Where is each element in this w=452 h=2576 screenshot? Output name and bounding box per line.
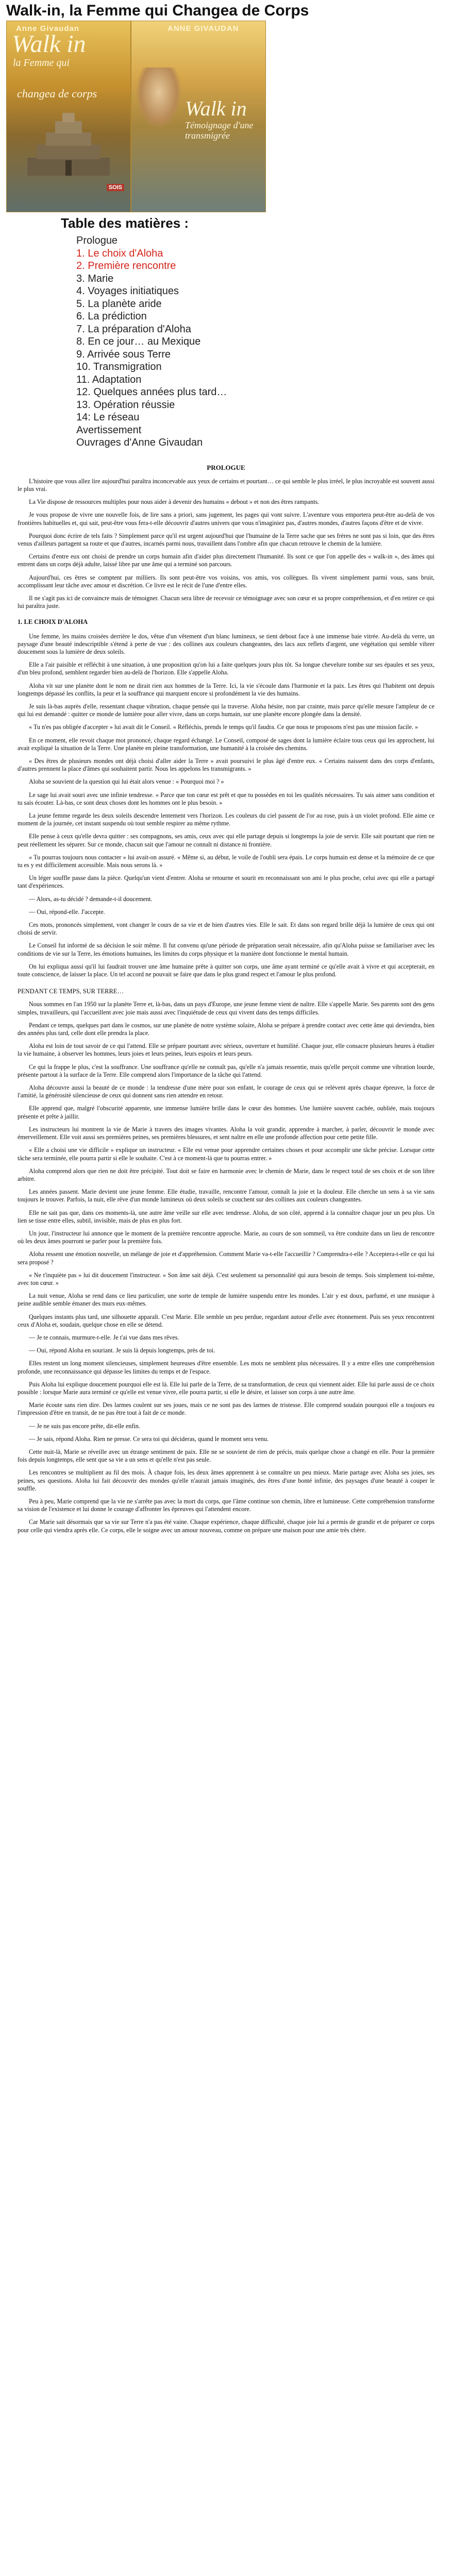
paragraph: Ces mots, prononcés simplement, vont changer le cours de sa vie et de bien d'autres vies. Elle le sait. Et dans son regard brille déjà la lumière de ceux qui ont choisi de servir. — [18, 921, 434, 937]
prologue-body — [18, 478, 434, 611]
table-of-contents — [0, 215, 452, 449]
paragraph: — Je sais, répond Aloha. Rien ne presse. Ce sera toi qui décideras, quand le moment sera venu. — [29, 1435, 269, 1443]
front-cover-title: Walk in — [12, 30, 86, 58]
paragraph: La nuit venue, Aloha se rend dans ce lieu particulier, une sorte de temple de lumière suspendu entre les mondes. L'air y est doux, parfumé, et une musique à peine audible semble émaner des murs eux-mêmes. — [18, 1292, 434, 1308]
paragraph: — Alors, as-tu décidé ? demande-t-il doucement. — [29, 895, 153, 903]
paragraph: Aloha est loin de tout savoir de ce qui l'attend. Elle se prépare pourtant avec sérieux, ouverture et humilité. Chaque jour, elle consacre plusieurs heures à étudier la vie humaine, à observer les hommes, leurs joies et leurs peines, leurs espoirs et leurs peurs. — [18, 1042, 434, 1058]
toc-item: Ouvrages d'Anne Givaudan — [76, 437, 203, 448]
toc-item: Prologue — [76, 235, 118, 246]
back-cover-author: ANNE GIVAUDAN — [168, 24, 239, 33]
paragraph: Pourquoi donc écrire de tels faits ? Simplement parce qu'il est urgent aujourd'hui que l'humaine de la Terre sache que ses frères ne sont pas si loin, que des êtres venus d'ailleurs partagent sa route et que d'autres, incarnés parmi nous, travaillent dans l'ombre afin que chacun retrouve le chemin de la lumière. — [18, 532, 434, 547]
author-portrait — [136, 67, 182, 129]
paragraph: Quelques instants plus tard, une silhouette apparaît. C'est Marie. Elle semble un peu perdue, regardant autour d'elle avec étonnement. Puis ses yeux rencontrent ceux d'Aloha et, soudain, quelque chose en elle se détend. — [18, 1313, 434, 1328]
toc-item: Avertissement — [76, 424, 142, 436]
paragraph: Aloha comprend alors que rien ne doit être précipité. Tout doit se faire en harmonie avec le chemin de Marie, dans le respect total de ses choix et de son libre arbitre. — [18, 1167, 434, 1182]
site-title: Walk-in, la Femme qui Changea de Corps — [6, 2, 309, 19]
paragraph: Elle ne sait pas que, dans ces moments-là, une autre âme veille sur elle avec tendresse. Aloha, de son côté, apprend à la connaître chaque jour un peu plus. Un lien se tisse entre elles, subtil, invisible, mais de plus en plus fort. — [18, 1209, 434, 1224]
paragraph: Aloha ressent une émotion nouvelle, un mélange de joie et d'appréhension. Comment Marie va-t-elle l'accueillir ? Comprendra-t-elle ? Acceptera-t-elle ce qui lui sera proposé ? — [18, 1250, 434, 1266]
paragraph: On lui expliqua aussi qu'il lui faudrait trouver une âme humaine prête à quitter son corps, une âme ayant terminé ce qu'elle avait à vivre et qui accepterait, en toute conscience, de laisser la place. Un tel accord ne pouvait se faire que dans le plus grand respect et l'amour le plus profond. — [18, 962, 434, 978]
chapter-2-body — [18, 1001, 434, 1534]
temple-illustration — [22, 109, 115, 176]
back-cover — [131, 21, 266, 212]
paragraph: Aloha se souvient de la question qui lui était alors venue : « Pourquoi moi ? » — [29, 778, 224, 786]
chapter-2-title: PENDANT CE TEMPS, SUR TERRE… — [18, 988, 124, 995]
toc-heading: Table des matières : — [61, 215, 189, 231]
paragraph: Les instructeurs lui montrent la vie de Marie à travers des images vivantes. Aloha la voit grandir, apprendre à marcher, à parler, découvrir le monde avec émerveillement. Elle voit aussi ses premières peines, ses premières blessures, et sent naître en elle une profonde affection pour cette petite fille. — [18, 1125, 434, 1141]
paragraph: — Oui, répond Aloha en souriant. Je suis là depuis longtemps, près de toi. — [29, 1347, 215, 1354]
paragraph: Elle pense à ceux qu'elle devra quitter : ses compagnons, ses amis, ceux avec qui elle partage depuis si longtemps la joie de servir. Elle sait pourtant que rien ne peut réellement les séparer. Sur ce monde, chacun sait que l'amour ne connaît ni distance ni frontière. — [18, 833, 434, 848]
paragraph: Le Conseil fut informé de sa décision le soir même. Il fut convenu qu'une période de préparation serait nécessaire, afin qu'Aloha puisse se familiariser avec les conditions de vie sur la Terre, les émotions humaines, les limites du corps physique et la manière dont fonctionne le mental humain. — [18, 942, 434, 957]
paragraph: Une femme, les mains croisées derrière le dos, vêtue d'un vêtement d'un blanc lumineux, se tient debout face à une immense baie vitrée. Au-delà du verre, un paysage d'une beauté indescriptible s'étend à perte de vue : des collines aux couleurs changeantes, des lacs aux reflets d'argent, une végétation qui semble vibrer doucement sous la lumière de deux soleils. — [18, 632, 434, 655]
paragraph: Certains d'entre eux ont choisi de prendre un corps humain afin d'aider plus directement l'humanité. Ils sont ce que l'on appelle des « walk-in », des âmes qui entrent dans un corps déjà adulte, laissé libre par une âme qui a terminé son parcours. — [18, 553, 434, 568]
chapter-1-title: 1. LE CHOIX D'ALOHA — [18, 618, 88, 626]
toc-item: 4. Voyages initiatiques — [76, 285, 179, 297]
chapter-1-body — [18, 633, 434, 979]
toc-item: 3. Marie — [76, 273, 114, 284]
toc-item[interactable]: 1. Le choix d'Aloha — [76, 247, 163, 259]
paragraph: « Tu pourras toujours nous contacter » lui avait-on assuré. « Même si, au début, le voile de l'oubli sera épais. Le corps humain est dense et la mémoire de ce que tu es y est difficilement accessible. Mais nous serons là. » — [18, 853, 434, 869]
paragraph: En ce moment, elle revoit chaque mot prononcé, chaque regard échangé. Le Conseil, composé de sages dont la lumière éclaire tous ceux qui les approchent, lui avait expliqué la situation de la Terre. Une planète en pleine transformation, une humanité à la croisée des chemins. — [18, 736, 434, 752]
paragraph: Aloha découvre aussi la beauté de ce monde : la tendresse d'une mère pour son enfant, le courage de ceux qui se relèvent après chaque épreuve, la force de l'amitié, la générosité silencieuse de ceux qui donnent sans rien attendre en retour. — [18, 1084, 434, 1099]
paragraph: Un jour, l'instructeur lui annonce que le moment de la première rencontre approche. Marie, au cours de son sommeil, va être conduite dans un lieu de rencontre où les deux âmes pourront se parler pour la première fois. — [18, 1229, 434, 1245]
toc-item: 7. La préparation d'Aloha — [76, 323, 191, 335]
paragraph: Il ne s'agit pas ici de convaincre mais de témoigner. Chacun sera libre de recevoir ce témoignage avec son cœur et sa propre compréhension, et d'en retirer ce qui lui paraîtra juste. — [18, 594, 434, 610]
toc-item: 10. Transmigration — [76, 361, 162, 372]
front-cover-publisher: SOIS — [107, 184, 124, 191]
front-cover-subtitle: la Femme qui — [13, 57, 70, 69]
front-cover — [6, 21, 131, 212]
back-cover-subtitle: Témoignage d'une transmigrée — [185, 120, 254, 141]
paragraph: Je vous propose de vivre une nouvelle fois, de lire sans a priori, sans jugement, les pages qui vont suivre. L'aventure vous emportera peut-être au-delà de vos frontières habituelles et, qui sait, peut-être vous fera-t-elle découvrir d'autres univers que vous n'imaginiez pas, d'autres mondes, d'autres façons d'être et de vivre. — [18, 511, 434, 527]
paragraph: La Vie dispose de ressources multiples pour nous aider à devenir des humains « debout » et non des êtres rampants. — [29, 498, 320, 506]
paragraph: Pendant ce temps, quelques part dans le cosmos, sur une planète de notre système solaire, Aloha se prépare à prendre contact avec cette âme qui deviendra, bien des années plus tard, celle dont elle prendra la place. — [18, 1021, 434, 1037]
paragraph: Je suis là-bas auprès d'elle, ressentant chaque vibration, chaque pensée qui la traverse. Aloha hésite, non par crainte, mais parce qu'elle mesure l'ampleur de ce qui lui est demandé : quitter ce monde de lumière pour aller vivre, dans un corps humain, sur une planète encore plongée dans la densité. — [18, 702, 434, 718]
toc-item: 12. Quelques années plus tard… — [76, 386, 227, 398]
page-header — [0, 0, 452, 21]
front-cover-subtitle-2: changea de corps — [17, 87, 97, 100]
paragraph: Elles restent un long moment silencieuses, simplement heureuses d'être ensemble. Les mots ne semblent plus nécessaires. Il y a entre elles une compréhension profonde, une reconnaissance qui dépasse les limites du temps et de l'espace. — [18, 1360, 434, 1375]
toc-item: 5. La planète aride — [76, 298, 162, 310]
paragraph: La jeune femme regarde les deux soleils descendre lentement vers l'horizon. Les couleurs du ciel passent de l'or au rose, puis à un violet profond. Elle aime ce moment de la journée, cet instant suspendu où tout semble respirer au même rythme. — [18, 812, 434, 827]
toc-item[interactable]: 2. Première rencontre — [76, 260, 176, 272]
paragraph: Marie écoute sans rien dire. Des larmes coulent sur ses joues, mais ce ne sont pas des larmes de tristesse. Elle comprend soudain pourquoi elle a toujours eu l'impression d'être en transit, de ne pas être tout à fait de ce monde. — [18, 1401, 434, 1417]
paragraph: Elle apprend que, malgré l'obscurité apparente, une immense lumière brille dans le cœur des hommes. Une lumière souvent cachée, oubliée, mais toujours présente et prête à jaillir. — [18, 1105, 434, 1120]
toc-item: 8. En ce jour… au Mexique — [76, 336, 201, 347]
book-covers — [0, 21, 452, 216]
back-cover-title: Walk in — [185, 97, 247, 120]
paragraph: Aujourd'hui, ces êtres se comptent par milliers. Ils sont peut-être vos voisins, vos amis, vos collègues. Ils vivent simplement parmi vous, sans bruit, accomplissant leur tâche avec amour et discrétion. Ce livre est le récit de l'une d'entre elles. — [18, 573, 434, 589]
paragraph: Le sage lui avait souri avec une infinie tendresse. « Parce que ton cœur est prêt et que tu possèdes en toi les qualités nécessaires. Tu sais aimer sans condition et tu sais écouter. Là-bas, ce sont deux choses dont les hommes ont le plus besoin. » — [18, 791, 434, 806]
paragraph: Aloha vit sur une planète dont le nom ne dirait rien aux hommes de la Terre. Ici, la vie s'écoule dans l'harmonie et la paix. Les êtres qui l'habitent ont depuis longtemps dépassé les conflits, la peur et la souffrance qui marquent encore si profondément la vie des humains. — [18, 682, 434, 697]
paragraph: Car Marie sait désormais que sa vie sur Terre n'a pas été vaine. Chaque expérience, chaque difficulté, chaque joie lui a permis de grandir et de préparer ce corps pour celle qui viendra après elle. Ce corps, elle le soigne avec un amour nouveau, comme on prépare une maison pour une amie très chère. — [18, 1518, 434, 1534]
front-cover-author: Anne Givaudan — [16, 24, 80, 33]
toc-item: 14: Le réseau — [76, 412, 140, 423]
paragraph: — Je te connais, murmure-t-elle. Je t'ai vue dans mes rêves. — [29, 1333, 179, 1341]
toc-item: 9. Arrivée sous Terre — [76, 348, 171, 360]
book-content — [0, 464, 452, 1534]
paragraph: « Elle a choisi une vie difficile » explique un instructeur. « Elle est venue pour apprendre certaines choses et pour accomplir une tâche précise. Lorsque cette tâche sera terminée, elle pourra partir si elle le souhaite. C'est à ce moment-là que tu pourras entrer. » — [18, 1146, 434, 1162]
paragraph: Elle a l'air paisible et réfléchit à une situation, à une proposition qu'on lui a faite quelques jours plus tôt. Sa longue chevelure tombe sur ses épaules et ses yeux, d'un bleu profond, semblent regarder bien au-delà de l'horizon. Elle s'appelle Aloha. — [18, 661, 434, 676]
paragraph: Cette nuit-là, Marie se réveille avec un étrange sentiment de paix. Elle ne se souvient de rien de précis, mais quelque chose a changé en elle. Pour la première fois depuis longtemps, elle sent que sa vie a un sens et qu'elle n'est pas seule. — [18, 1448, 434, 1464]
paragraph: « Ne t'inquiète pas » lui dit doucement l'instructeur. « Son âme sait déjà. C'est seulement sa personnalité qui aura besoin de temps. Sois simplement toi-même, avec ton cœur. » — [18, 1271, 434, 1286]
paragraph: — Je ne suis pas encore prête, dit-elle enfin. — [29, 1422, 140, 1430]
paragraph: Peu à peu, Marie comprend que la vie ne s'arrête pas avec la mort du corps, que l'âme continue son chemin, libre et lumineuse. Cette compréhension transforme sa vision de l'existence et lui donne le courage d'affronter les épreuves qui l'attendent encore. — [18, 1498, 434, 1513]
paragraph: Puis Aloha lui explique doucement pourquoi elle est là. Elle lui parle de la Terre, de sa transformation, de ceux qui viennent aider. Elle lui parle aussi de ce choix possible : lorsque Marie aura terminé ce qu'elle est venue vivre, elle pourra partir, si elle le désire, et laisser son corps à une autre âme. — [18, 1380, 434, 1396]
paragraph: — Oui, répond-elle. J'accepte. — [29, 908, 105, 916]
paragraph: « Des êtres de plusieurs mondes ont déjà choisi d'aller aider la Terre » avait poursuivi le plus âgé d'entre eux. « Certains naissent dans des corps d'enfants, d'autres prennent la place d'âmes qui souhaitent partir. Nous les appelons les transmigrants. » — [18, 757, 434, 773]
toc-list — [76, 234, 452, 449]
toc-item: 11. Adaptation — [76, 374, 142, 385]
paragraph: Les rencontres se multiplient au fil des mois. À chaque fois, les deux âmes apprennent à se connaître un peu mieux. Marie partage avec Aloha ses joies, ses peines, ses questions. Aloha lui fait découvrir des mondes qu'elle n'aurait jamais imaginés, des êtres d'une bonté infinie, des paysages d'une beauté à couper le souffle. — [18, 1469, 434, 1492]
paragraph: Ce qui la frappe le plus, c'est la souffrance. Une souffrance qu'elle ne connaît pas, qu'elle n'a jamais ressentie, mais qu'elle perçoit comme une vibration lourde, présente partout à la surface de la Terre. Elle comprend alors l'importance de la tâche qui l'attend. — [18, 1063, 434, 1078]
paragraph: Un léger souffle passe dans la pièce. Quelqu'un vient d'entrer. Aloha se retourne et sourit en reconnaissant son ami le plus proche, celui avec qui elle a partagé tant d'expériences. — [18, 874, 434, 890]
toc-item: 13. Opération réussie — [76, 399, 175, 411]
paragraph: L'histoire que vous allez lire aujourd'hui paraîtra inconcevable aux yeux de certains et pourtant… ce qui semble le plus irréel, le plus incroyable est souvent aussi le plus vrai. — [18, 477, 434, 493]
paragraph: Les années passent. Marie devient une jeune femme. Elle étudie, travaille, rencontre l'amour, connaît la joie et la douleur. Elle cherche un sens à sa vie sans toujours le trouver. Parfois, la nuit, elle rêve d'un monde lumineux où deux soleils se couchent sur des collines aux couleurs changeantes. — [18, 1188, 434, 1204]
toc-item: 6. La prédiction — [76, 311, 147, 322]
prologue-title: PROLOGUE — [207, 463, 245, 471]
paragraph: Nous sommes en l'an 1950 sur la planète Terre et, là-bas, dans un pays d'Europe, une jeune femme vient de naître. Elle s'appelle Marie. Ses parents sont des gens simples, travailleurs, qui l'accueillent avec joie mais aussi avec l'inquiétude de ceux qui vivent dans des temps difficiles. — [18, 1001, 434, 1016]
paragraph: « Tu n'es pas obligée d'accepter » lui avait dit le Conseil. « Réfléchis, prends le temps qu'il faudra. Ce que nous te proposons n'est pas une mission facile. » — [29, 723, 418, 731]
